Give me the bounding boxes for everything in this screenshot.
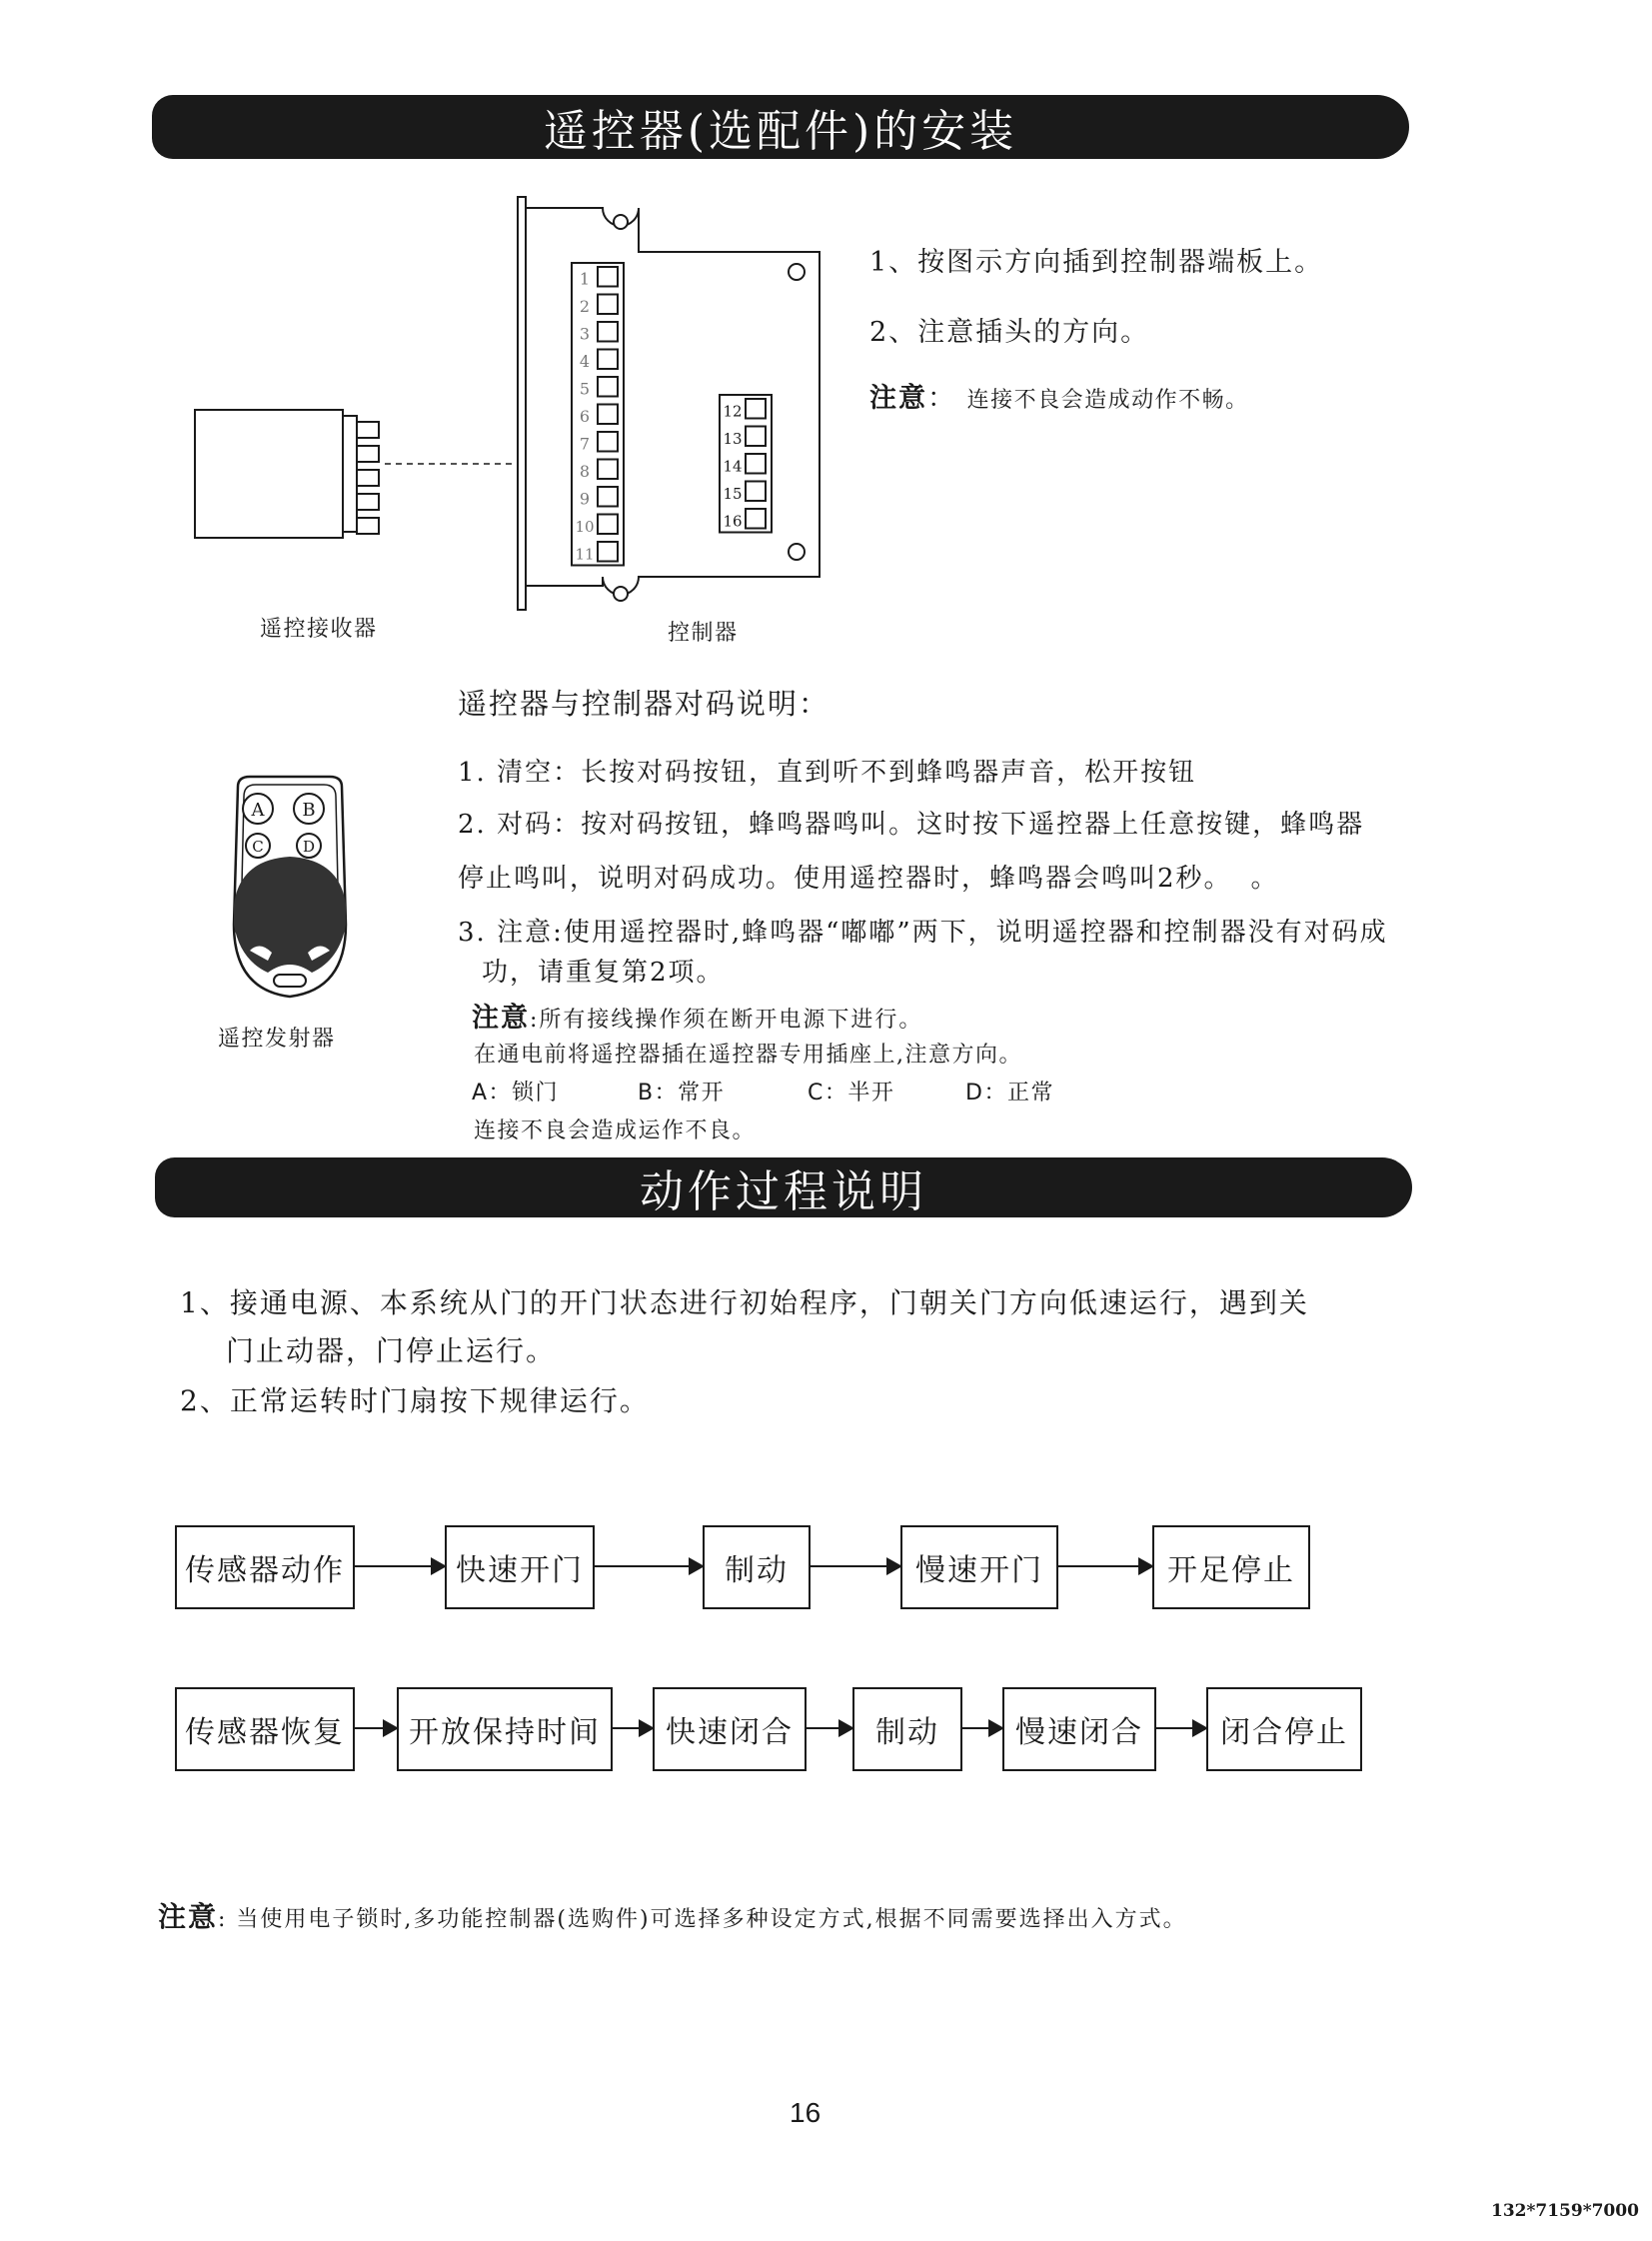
controller-label: 控制器: [668, 621, 739, 646]
section-title-remote-install: [152, 95, 1409, 159]
pairing-line-1: 1. 清空：长按对码按钮，直到听不到蜂鸣器声音，松开按钮: [458, 758, 1197, 788]
terminal-right-slot: [746, 509, 766, 529]
flow2-step-2: 开放保持时间: [397, 1687, 613, 1771]
pairing-note-2: 在通电前将遥控器插在遥控器专用插座上,注意方向。: [474, 1043, 1022, 1068]
button-a-desc: A：锁门: [472, 1081, 560, 1106]
pairing-line-2b-end: 。: [1250, 864, 1279, 894]
terminal-left-slot: [598, 267, 618, 287]
remote-transmitter: [220, 775, 360, 1005]
install-step-2: 2、注意插头的方向。: [869, 317, 1150, 348]
note-text: 连接不良会造成动作不畅。: [966, 388, 1249, 413]
terminal-right-slot: [746, 482, 766, 502]
pairing-line-2b: [458, 858, 1279, 895]
button-d-desc: D：正常: [965, 1081, 1054, 1106]
terminal-left-slot: [598, 350, 618, 370]
terminal-left-number: 4: [579, 352, 591, 371]
pairing-note-1: [472, 996, 922, 1035]
pairing-note-line1: :所有接线操作须在断开电源下进行。: [530, 1008, 923, 1033]
terminal-right-number: 16: [723, 512, 743, 531]
pairing-note-label: 注意: [472, 1003, 530, 1034]
flow2-arrow-1: [353, 1727, 397, 1729]
remote-key-d: D: [302, 838, 316, 856]
section-title-text: 遥控器(选配件)的安装: [543, 106, 1018, 157]
wiring-diagram: [180, 190, 869, 650]
flow2-step-3: 快速闭合: [653, 1687, 807, 1771]
terminal-left-slot: [598, 515, 618, 535]
transmitter-label: 遥控发射器: [218, 1027, 336, 1052]
pairing-line-2b-text: 停止鸣叫，说明对码成功。使用遥控器时，蜂鸣器会鸣叫2秒。: [458, 864, 1219, 894]
flow2-step-6: 闭合停止: [1206, 1687, 1362, 1771]
receiver-plug-pins: [357, 422, 379, 534]
terminal-left-number: 9: [579, 489, 591, 509]
flow1-step-4: 慢速开门: [900, 1525, 1058, 1609]
terminal-left-slot: [598, 432, 618, 452]
flow2-step-5: 慢速闭合: [1002, 1687, 1156, 1771]
flow1-step-3: 制动: [703, 1525, 811, 1609]
terminal-left-slot: [598, 377, 618, 397]
operation-p2: 2、正常运转时门扇按下规律运行。: [180, 1384, 650, 1417]
terminal-left-number: 1: [579, 269, 591, 289]
operation-p1a: 1、接通电源、本系统从门的开门状态进行初始程序，门朝关门方向低速运行，遇到关: [180, 1286, 1309, 1319]
note-label: 注意: [869, 383, 927, 414]
flow2-step-4: 制动: [852, 1687, 962, 1771]
terminal-left-slot: [598, 487, 618, 507]
remote-key-b: B: [302, 800, 316, 821]
button-b-desc: B：常开: [638, 1081, 726, 1106]
section-title-text: 动作过程说明: [640, 1166, 927, 1217]
terminal-right-number: 13: [723, 430, 743, 448]
install-step-1: 1、按图示方向插到控制器端板上。: [869, 247, 1324, 278]
footer-note: [158, 1895, 1187, 1935]
receiver-label: 遥控接收器: [260, 617, 378, 642]
terminal-left-number: 5: [579, 379, 591, 399]
install-note: [869, 376, 1249, 415]
flow1-arrow-4: [1056, 1565, 1152, 1567]
footer-note-text: : 当使用电子锁时,多功能控制器(选购件)可选择多种设定方式,根据不同需要选择出入方式。: [218, 1907, 1187, 1932]
footer-note-label: 注意: [158, 1900, 219, 1933]
remote-key-a: A: [251, 800, 265, 821]
terminal-left-number: 6: [579, 407, 591, 426]
terminal-left-slot: [598, 322, 618, 342]
terminal-left-number: 7: [579, 434, 591, 454]
terminal-left-slot: [598, 460, 618, 480]
flow1-step-2: 快速开门: [445, 1525, 595, 1609]
receiver-box: [195, 410, 343, 538]
terminal-left-slot: [598, 295, 618, 315]
flow1-arrow-2: [593, 1565, 703, 1567]
operation-p1b: 门止动器，门停止运行。: [226, 1334, 557, 1367]
controller-board: [526, 208, 820, 595]
flow1-arrow-3: [809, 1565, 900, 1567]
flow2-arrow-4: [960, 1727, 1002, 1729]
terminal-left-slot: [598, 405, 618, 425]
pairing-line-2a: 2. 对码：按对码按钮，蜂鸣器鸣叫。这时按下遥控器上任意按键，蜂鸣器: [458, 810, 1365, 840]
flow1-step-1: 传感器动作: [175, 1525, 355, 1609]
note-sep: ：: [927, 383, 956, 414]
terminal-right-slot: [746, 427, 766, 447]
button-c-desc: C：半开: [808, 1081, 895, 1106]
pairing-line-3a: 3. 注意:使用遥控器时,蜂鸣器“嘟嘟”两下，说明遥控器和控制器没有对码成: [458, 918, 1388, 948]
page-number: 16: [790, 2097, 822, 2128]
remote-key-c: C: [252, 838, 264, 856]
flow2-arrow-5: [1154, 1727, 1206, 1729]
terminal-right-number: 12: [723, 402, 743, 421]
flow2-arrow-2: [611, 1727, 653, 1729]
pairing-note-3: 连接不良会造成运作不良。: [474, 1119, 757, 1143]
flow1-step-5: 开足停止: [1152, 1525, 1310, 1609]
terminal-left-number: 2: [579, 297, 591, 316]
terminal-right-slot: [746, 399, 766, 419]
terminal-left-number: 10: [575, 518, 595, 536]
flow1-arrow-1: [353, 1565, 445, 1567]
pairing-heading: 遥控器与控制器对码说明：: [458, 687, 830, 721]
terminal-left-number: 8: [579, 462, 591, 481]
section-title-operation: [155, 1157, 1412, 1217]
print-code: 132*7159*7000: [1491, 2201, 1639, 2221]
terminal-right-slot: [746, 454, 766, 474]
terminal-left-slot: [598, 542, 618, 562]
flow2-arrow-3: [805, 1727, 852, 1729]
terminal-left-number: 11: [575, 545, 595, 564]
terminal-right-number: 15: [723, 485, 743, 503]
button-legend: [472, 1076, 1054, 1107]
pairing-line-3b: 功，请重复第2项。: [482, 958, 725, 988]
flow2-step-1: 传感器恢复: [175, 1687, 355, 1771]
terminal-left-number: 3: [579, 324, 591, 344]
terminal-right-number: 14: [723, 457, 743, 476]
